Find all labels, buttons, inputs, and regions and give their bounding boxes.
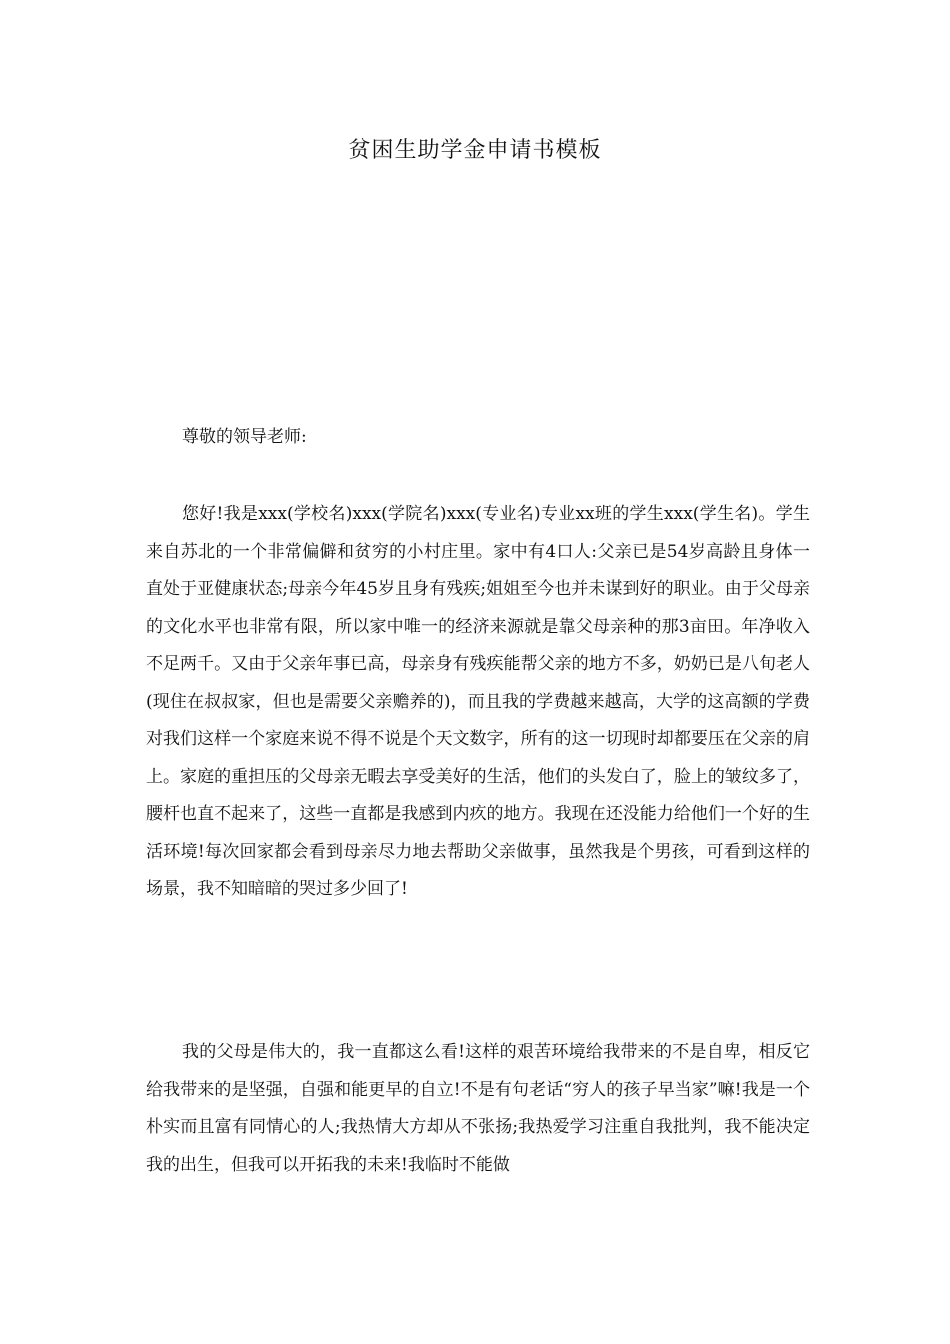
greeting-line: 尊敬的领导老师: (182, 427, 307, 447)
document-title: 贫困生助学金申请书模板 (348, 138, 602, 163)
body-paragraph-1: 您好!我是xxx(学校名)xxx(学院名)xxx(专业名)专业xx班的学生xxx(学生名)。学生来自苏北的一个非常偏僻和贫穷的小村庄里。家中有4口人:父亲已是54岁高龄且身体一直处于亚健康状态;母亲今年45岁且身有残疾;姐姐至今也并未谋到好的职业。由于父母亲的文化水平也非常有限，所以家中唯一的经济来源就是靠父母亲种的那3亩田。年净收入不足两千。又由于父亲年事已高，母亲身有残疾能帮父亲的地方不多，奶奶已是八旬老人(现住在叔叔家，但也是需要父亲赡养的)，而且我的学费越来越高，大学的这高额的学费对我们这样一个家庭来说不得不说是个天文数字，所有的这一切现时却都要压在父亲的肩上。家庭的重担压的父母亲无暇去享受美好的生活，他们的头发白了，脸上的皱纹多了，腰杆也直不起来了，这些一直都是我感到内疚的地方。我现在还没能力给他们一个好的生活环境!每次回家都会看到母亲尽力地去帮助父亲做事，虽然我是个男孩，可看到这样的场景，我不知暗暗的哭过多少回了! (146, 504, 810, 899)
body-paragraph-2: 我的父母是伟大的，我一直都这么看!这样的艰苦环境给我带来的不是自卑，相反它给我带来的是坚强，自强和能更早的自立!不是有句老话“穷人的孩子早当家”嘛!我是一个朴实而且富有同情心的人;我热情大方却从不张扬;我热爱学习注重自我批判，我不能决定我的出生，但我可以开拓我的未来!我临时不能做 (146, 1042, 810, 1175)
